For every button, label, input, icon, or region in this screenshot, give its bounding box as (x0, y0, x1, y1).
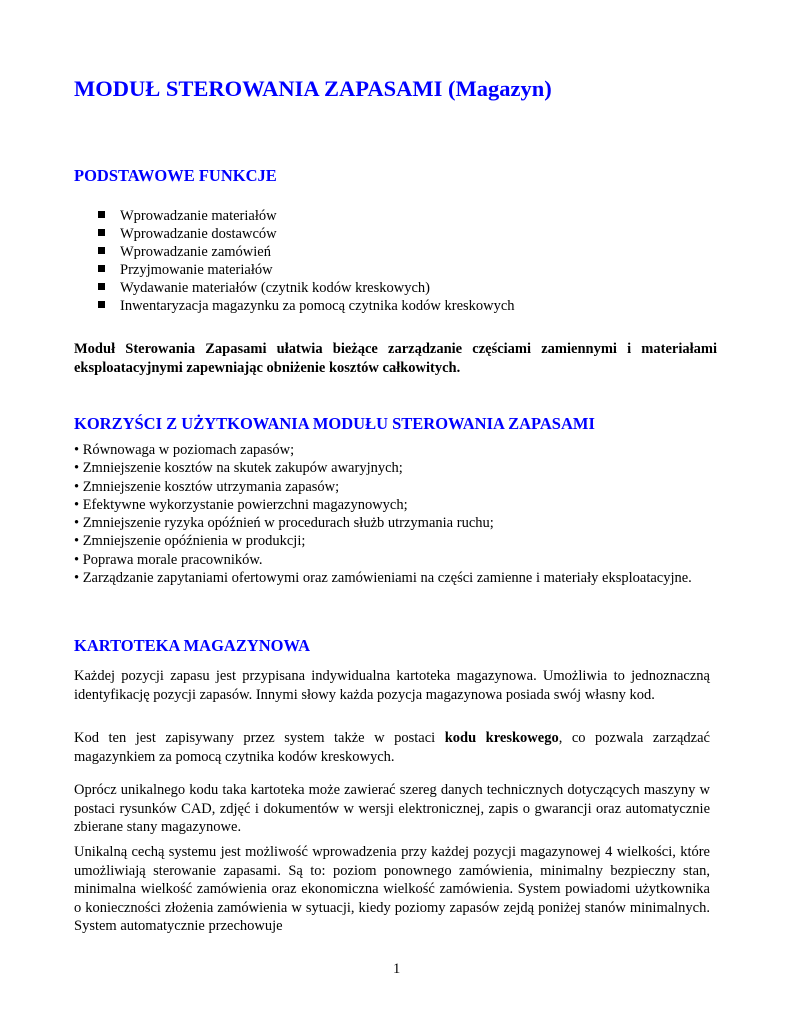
list-item: Wprowadzanie zamówień (74, 243, 515, 261)
paragraph-inventory-card: Każdej pozycji zapasu jest przypisana indywidualna kartoteka magazynowa. Umożliwia to jednoznaczną identyfikację pozycji zapasów. Innymi słowy każda pozycja magazynowa posiada swój własny kod. (74, 668, 710, 703)
basic-functions-list (74, 207, 515, 315)
list-item: Wprowadzanie materiałów (74, 207, 515, 225)
section-heading-basic-functions: PODSTAWOWE FUNKCJE (74, 166, 277, 185)
list-item: • Zmniejszenie opóźnienia w produkcji; (74, 533, 306, 550)
paragraph-barcode: Kod ten jest zapisywany przez system także w postaci kodu kreskowego, co pozwala zarządzać magazynkiem za pomocą czytnika kodów kreskowych. (74, 730, 710, 765)
list-item: • Zmniejszenie ryzyka opóźnień w procedurach służb utrzymania ruchu; (74, 515, 494, 532)
square-bullet-icon (98, 283, 105, 290)
section-heading-inventory-card: KARTOTEKA MAGAZYNOWA (74, 636, 311, 655)
list-item: Wydawanie materiałów (czytnik kodów kreskowych) (74, 279, 515, 297)
list-item: Wprowadzanie dostawców (74, 225, 515, 243)
square-bullet-icon (98, 265, 105, 272)
paragraph-unique-feature: Unikalną cechą systemu jest możliwość wprowadzenia przy każdej pozycji magazynowej 4 wielkości, które umożliwiają sterowanie zapasami. Są to: poziom ponownego zamówienia, minimalny bezpieczny stan, minimalna wielkość zamówienia oraz ekonomiczna wielkość zamówienia. System powiadomi użytkownika o konieczności złożenia zamówienia w sytuacji, kiedy poziomy zapasów zejdą poniżej stanów minimalnych. System automatycznie przechowuje (74, 844, 710, 934)
square-bullet-icon (98, 301, 105, 308)
list-item: • Efektywne wykorzystanie powierzchni magazynowych; (74, 496, 408, 513)
square-bullet-icon (98, 229, 105, 236)
section-heading-benefits: KORZYŚCI Z UŻYTKOWANIA MODUŁU STEROWANIA ZAPASAMI (74, 414, 595, 433)
list-item: Przyjmowanie materiałów (74, 261, 515, 279)
list-item: Inwentaryzacja magazynku za pomocą czytnika kodów kreskowych (74, 297, 515, 315)
list-item: • Poprawa morale pracowników. (74, 551, 263, 568)
paragraph-technical-data: Oprócz unikalnego kodu taka kartoteka może zawierać szereg danych technicznych dotyczących maszyny w postaci rysunków CAD, zdjęć i dokumentów w wersji elektronicznej, zapis o gwarancji oraz automatycznie zbierane stany magazynowe. (74, 782, 710, 835)
benefits-list (74, 441, 717, 587)
list-item: • Zmniejszenie kosztów utrzymania zapasów; (74, 478, 340, 495)
document-title: MODUŁ STEROWANIA ZAPASAMI (Magazyn) (74, 76, 552, 101)
module-summary: Moduł Sterowania Zapasami ułatwia bieżące zarządzanie częściami zamiennymi i materiałami eksploatacyjnymi zapewniając obniżenie kosztów całkowitych. (74, 341, 717, 376)
page-number: 1 (393, 961, 401, 977)
list-item: • Zmniejszenie kosztów na skutek zakupów awaryjnych; (74, 460, 403, 477)
square-bullet-icon (98, 247, 105, 254)
list-item: • Równowaga w poziomach zapasów; (74, 442, 295, 458)
list-item: • Zarządzanie zapytaniami ofertowymi oraz zamówieniami na części zamienne i materiały eksploatacyjne. (74, 570, 692, 587)
square-bullet-icon (98, 211, 105, 218)
barcode-emphasis: kodu kreskowego (444, 730, 559, 746)
